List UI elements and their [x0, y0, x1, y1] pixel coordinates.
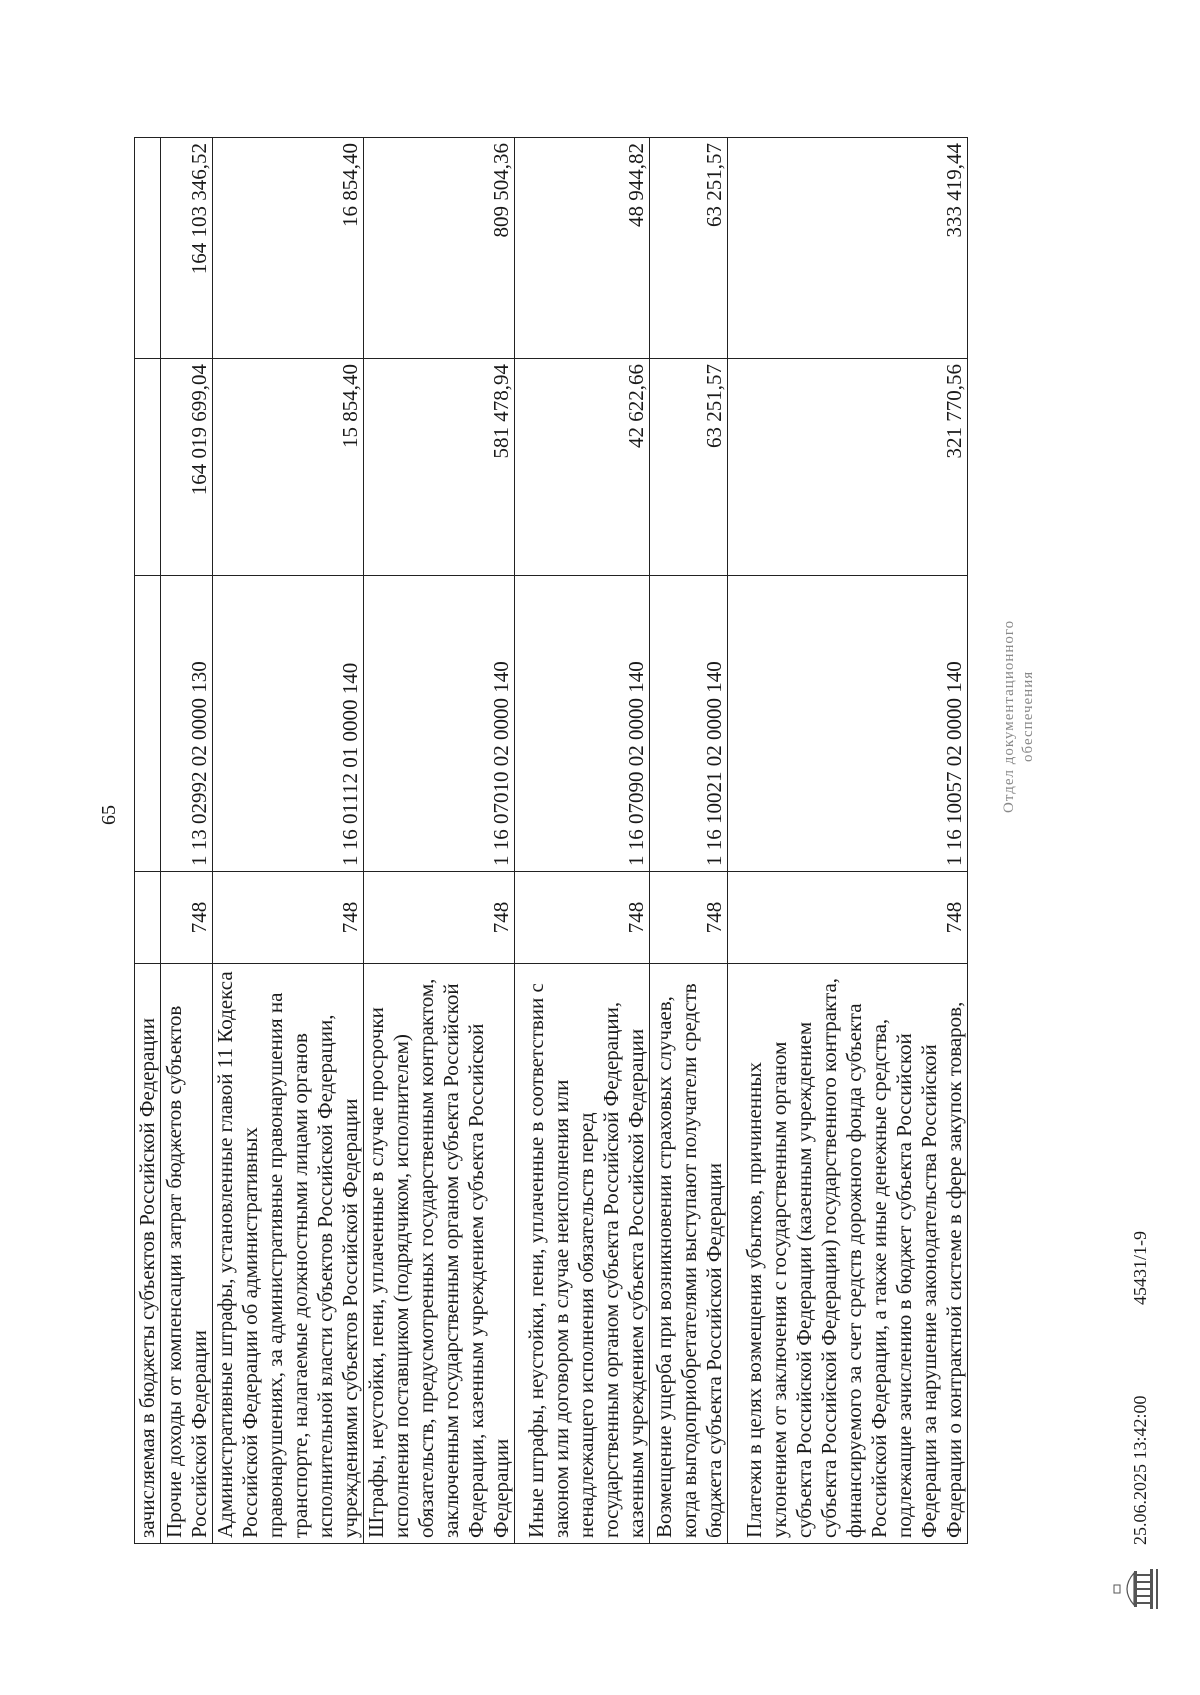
duma-logo-icon	[1112, 1563, 1162, 1615]
footer-datetime: 25.06.2025 13:42:00	[1130, 1395, 1150, 1545]
table-row	[161, 138, 213, 1544]
table-row	[515, 138, 650, 1544]
table-row	[728, 138, 968, 1544]
value-1: 42 622,66	[515, 359, 650, 576]
value-2: 48 944,82	[515, 138, 650, 359]
admin-code: 748	[213, 872, 364, 964]
table-row	[364, 138, 515, 1544]
footer-doc-number: 45431/1-9	[1130, 1231, 1150, 1305]
kbk-code: 1 16 07090 02 0000 140	[515, 576, 650, 872]
value-2: 809 504,36	[364, 138, 515, 359]
revenue-name: Штрафы, неустойки, пени, уплаченные в случае просрочки исполнения поставщиком (подрядчиком, исполнителем) обязательств, предусмотренных государственным контрактом, заключенным государственным органом субъекта Российской Федерации, казенным учреждением субъекта Российской Федерации	[364, 964, 515, 1544]
budget-revenue-table	[134, 137, 968, 1544]
revenue-name: Прочие доходы от компенсации затрат бюджетов субъектов Российской Федерации	[161, 964, 213, 1544]
stamp-line-2: обеспечения	[1020, 670, 1036, 762]
stamp-line-1: Отдел документационного	[1001, 619, 1017, 813]
table-row	[650, 138, 728, 1544]
value-1: 321 770,56	[728, 359, 968, 576]
kbk-code: 1 13 02992 02 0000 130	[161, 576, 213, 872]
table-row	[213, 138, 364, 1544]
value-2: 164 103 346,52	[161, 138, 213, 359]
admin-code: 748	[364, 872, 515, 964]
admin-code: 748	[161, 872, 213, 964]
value-2: 16 854,40	[213, 138, 364, 359]
value-1: 581 478,94	[364, 359, 515, 576]
admin-code: 748	[728, 872, 968, 964]
value-2: 333 419,44	[728, 138, 968, 359]
kbk-code: 1 16 01112 01 0000 140	[213, 576, 364, 872]
page-number: 65	[98, 805, 120, 825]
admin-code: 748	[515, 872, 650, 964]
continuation-cell: зачисляемая в бюджеты субъектов Российской Федерации	[135, 964, 161, 1544]
value-1: 164 019 699,04	[161, 359, 213, 576]
value-1: 15 854,40	[213, 359, 364, 576]
revenue-name: Иные штрафы, неустойки, пени, уплаченные в соответствии с законом или договором в случае неисполнения или ненадлежащего исполнения обязательств перед государственным органом субъекта Российской Федерации, казенным учреждением субъекта Российской Федерации	[515, 964, 650, 1544]
value-2: 63 251,57	[650, 138, 728, 359]
revenue-name: Возмещение ущерба при возникновении страховых случаев, когда выгодоприобретателями выступают получатели средств бюджета субъекта Российской Федерации	[650, 964, 728, 1544]
department-stamp	[1000, 620, 1038, 813]
kbk-code: 1 16 10021 02 0000 140	[650, 576, 728, 872]
revenue-name: Административные штрафы, установленные главой 11 Кодекса Российской Федерации об административных правонарушениях, за административные правонарушения на транспорте, налагаемые должностными лицами органов исполнительной власти субъектов Российской Федерации, учреждениями субъектов Российской Федерации	[213, 964, 364, 1544]
kbk-code: 1 16 10057 02 0000 140	[728, 576, 968, 872]
revenue-name: Платежи в целях возмещения убытков, причиненных уклонением от заключения с государственным органом субъекта Российской Федерации (казенным учреждением субъекта Российской Федерации) государственного контракта, финансируемого за счет средств дорожного фонда субъекта Российской Федерации, а также иные денежные средства, подлежащие зачислению в бюджет субъекта Российской Федерации за нарушение законодательства Российской Федерации о контрактной системе в сфере закупок товаров,	[728, 964, 968, 1544]
admin-code: 748	[650, 872, 728, 964]
value-1: 63 251,57	[650, 359, 728, 576]
table-row-continuation	[135, 138, 161, 1544]
kbk-code: 1 16 07010 02 0000 140	[364, 576, 515, 872]
